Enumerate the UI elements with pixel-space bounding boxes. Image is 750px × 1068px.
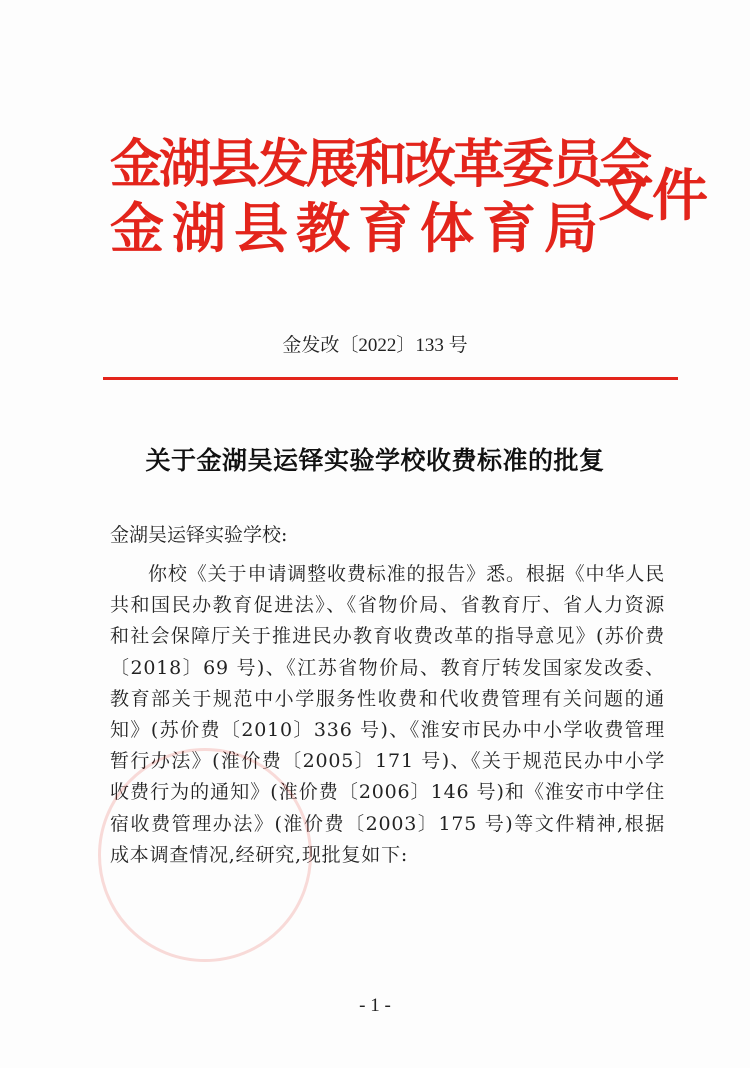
document-type-label: 文件 [598,163,706,229]
issuer-line-1: 金湖县发展和改革委员会 [110,134,650,195]
red-separator-line [103,377,678,380]
body-paragraph: 你校《关于申请调整收费标准的报告》悉。根据《中华人民共和国民办教育促进法》、《省物价局、省教育厅、省人力资源和社会保障厅关于推进民办教育收费改革的指导意见》(苏价费〔2018〕69 号)、《江苏省物价局、教育厅转发国家发改委、教育部关于规范中小学服务性收费和代收费管理有关问题的通知》(苏价费〔2010〕336 号)、《淮安市民办中小学收费管理暂行办法》(淮价费〔2005〕171 号)、《关于规范民办中小学收费行为的通知》(淮价费〔2006〕146 号)和《淮安市中学住宿收费管理办法》(淮价费〔2003〕175 号)等文件精神,根据成本调查情况,经研究,现批复如下: [110,563,665,866]
salutation: 金湖吴运铎实验学校: [110,524,288,546]
official-seal-imprint [98,748,312,962]
issuer-line-2: 金湖县教育体育局 [110,196,606,260]
document-number: 金发改〔2022〕133 号 [282,335,468,356]
document-title: 关于金湖吴运铎实验学校收费标准的批复 [145,446,605,475]
page-number: - 1 - [359,995,391,1016]
